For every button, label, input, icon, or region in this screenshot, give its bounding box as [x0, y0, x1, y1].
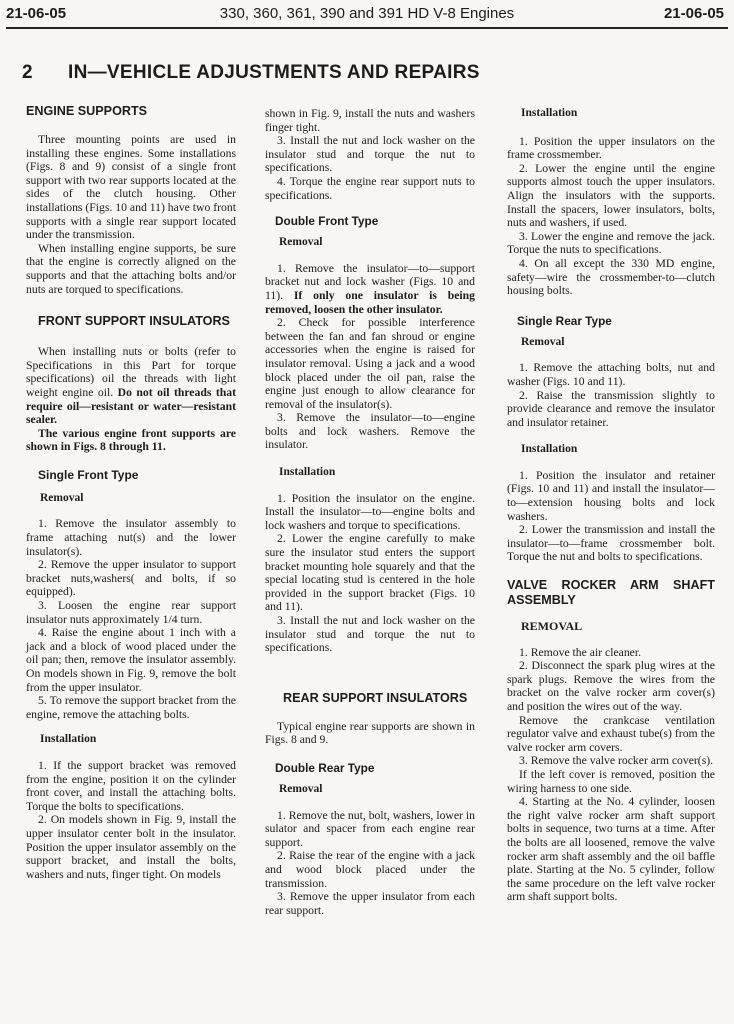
- step: 1. Position the insulator and retainer (Figs. 10 and 11) and install the insulator—to—extension housing bolts and lock washers.: [507, 468, 715, 523]
- heading-single-rear: Single Rear Type: [517, 313, 612, 328]
- column-2: [265, 107, 475, 917]
- page-number-right: 21-06-05: [663, 5, 724, 22]
- step: 1. Remove the insulator assembly to frame attaching nut(s) and the lower insulator(s).: [26, 517, 236, 558]
- heading-front-support: FRONT SUPPORT INSULATORS: [38, 314, 230, 329]
- step: 2. Lower the transmission and install the insulator—to—frame crossmember bolt. Torque the nut and bolts to specifications.: [507, 523, 715, 564]
- page-header: [0, 0, 734, 30]
- step: 3. Loosen the engine rear support insulator nuts approximately 1/4 turn.: [26, 599, 236, 626]
- heading-removal: Removal: [279, 236, 323, 249]
- step: 1. Position the upper insulators on the frame crossmember.: [507, 134, 715, 162]
- step: 2. Lower the engine carefully to make sure the insulator stud enters the support bracket mounting hole squarely and that the special locating stud is centered in the hole provided in the support bracket (Figs. 10 and 11).: [265, 532, 475, 614]
- paragraph: shown in Fig. 9, install the nuts and washers finger tight.: [265, 107, 475, 134]
- heading-removal: Removal: [521, 335, 565, 348]
- paragraph: If the left cover is removed, position the wiring harness to one side.: [507, 767, 715, 795]
- heading-installation: Installation: [40, 733, 97, 746]
- bold-note: The various engine front supports are shown in Figs. 8 through 11.: [26, 426, 236, 454]
- step: 1. If the support bracket was removed from the engine, position it on the cylinder front cover, and install the attaching bolts. Torque the bolts to specifications.: [26, 758, 236, 813]
- step: 3. Lower the engine and remove the jack. Torque the nuts to specifications.: [507, 229, 715, 257]
- heading-double-rear: Double Rear Type: [275, 760, 375, 775]
- step: 1. Remove the air cleaner.: [519, 645, 642, 659]
- step: 1. Remove the attaching bolts, nut and washer (Figs. 10 and 11).: [507, 361, 715, 388]
- step: 2. Raise the transmission slightly to provide clearance and remove the insulator and insulator retainer.: [507, 388, 715, 429]
- column-1: [26, 104, 236, 881]
- heading-double-front: Double Front Type: [275, 214, 379, 229]
- heading-removal-caps: REMOVAL: [521, 619, 583, 634]
- step: 4. Raise the engine about 1 inch with a jack and a block of wood placed under the oil pan; then, remove the insulator assembly. On models shown in Fig. 9, remove the bolt from the upper insulator.: [26, 626, 236, 694]
- heading-removal: Removal: [279, 782, 323, 795]
- step: 2. Raise the rear of the engine with a jack and wood block placed under the transmission.: [265, 849, 475, 890]
- step: 3. Remove the valve rocker arm cover(s).: [519, 754, 714, 768]
- step: 3. Remove the insulator—to—engine bolts and lock washers. Remove the insulator.: [265, 411, 475, 452]
- heading-installation: Installation: [521, 107, 578, 119]
- heading-engine-supports: ENGINE SUPPORTS: [26, 104, 148, 118]
- step: 4. Torque the engine rear support nuts to specifications.: [265, 174, 475, 202]
- step: 5. To remove the support bracket from the engine, remove the attaching bolts.: [26, 694, 236, 721]
- heading-installation: Installation: [521, 443, 578, 456]
- page-number-left: 21-06-05: [6, 5, 67, 22]
- step: 1. Remove the insulator—to—support bracket nut and lock washer (Figs. 10 and 11). If only one insulator is being removed, loosen the other insulator.: [265, 261, 475, 316]
- heading-installation: Installation: [279, 466, 336, 479]
- heading-removal: Removal: [40, 491, 84, 504]
- step: 3. Install the nut and lock washer on the insulator stud and torque the nut to specifications.: [265, 134, 475, 175]
- bold-note: Do not oil threads that require oil—resistant or water—resistant sealer.: [26, 385, 236, 427]
- bold-note: If only one insulator is being removed, loosen the other insulator.: [265, 288, 475, 316]
- paragraph: When installing engine supports, be sure that the engine is correctly aligned on the supports and that the attaching bolts and/or nuts are torqued to specifications.: [26, 241, 236, 296]
- section-number: 2: [22, 62, 33, 83]
- step: 2. On models shown in Fig. 9, install the upper insulator center bolt in the insulator. Position the upper insulator assembly on the support bracket, and install the bolts, washers and nuts, finger tight. On models: [26, 813, 236, 881]
- running-title: 330, 360, 361, 390 and 391 HD V-8 Engines: [219, 5, 515, 22]
- paragraph: Remove the crankcase ventilation regulator valve and exhaust tube(s) from the valve rocker arm covers.: [507, 713, 715, 754]
- paragraph: [26, 427, 236, 454]
- paragraph: When installing nuts or bolts (refer to Specifications in this Part for torque specifications) oil the threads with light weight engine oil. Do not oil threads that require oil—resistant or water—resistant sealer.: [26, 345, 236, 427]
- step: 2. Check for possible interference between the fan and fan shroud or engine accessories when the engine is raised for insulator removal. Using a jack and a wood block placed under the oil pan, raise the engine just enough to allow clearance for removal of the insulator(s).: [265, 316, 475, 411]
- step: 2. Disconnect the spark plug wires at the spark plugs. Remove the wires from the bracket on the valve rocker arm cover(s) and position the wires out of the way.: [507, 659, 715, 713]
- step: 2. Lower the engine until the engine supports almost touch the upper insulators. Align the insulators with the supports. Install the spacers, lower insulators, bolts, nuts and washers, if used.: [507, 161, 715, 230]
- paragraph: Typical engine rear supports are shown in Figs. 8 and 9.: [265, 719, 475, 747]
- heading-rear-support: REAR SUPPORT INSULATORS: [283, 690, 468, 705]
- step: 4. On all except the 330 MD engine, safety—wire the crossmember-to—clutch housing bolts.: [507, 256, 715, 298]
- step: 3. Install the nut and lock washer on the insulator stud and torque the nut to specifications.: [265, 614, 475, 655]
- step: 1. Remove the nut, bolt, washers, lower in sulator and spacer from each engine rear support.: [265, 808, 475, 849]
- step: 4. Starting at the No. 4 cylinder, loosen the right valve rocker arm shaft support bolts in sequence, two turns at a time. After the bolts are all loosened, remove the valve rocker arm shaft assembly and the oil baffle plate. Starting at the No. 5 cylinder, follow the same procedure on the left valve rocker arm shaft support bolts.: [507, 795, 715, 904]
- header-rule: [6, 27, 728, 29]
- column-3: [507, 107, 715, 904]
- paragraph: Three mounting points are used in installing these engines. Some installations (Figs. 8 and 9) consist of a single front support with two rear supports located at the sides of the clutch housing. Other installations (Figs. 10 and 11) have two front supports with a single rear support located under the transmission.: [26, 133, 236, 242]
- step: 3. Remove the upper insulator from each rear support.: [265, 890, 475, 917]
- step: 1. Position the insulator on the engine. Install the insulator—to—engine bolts and lock washers and torque to specifications.: [265, 491, 475, 532]
- section-title: IN—VEHICLE ADJUSTMENTS AND REPAIRS: [68, 62, 480, 83]
- section-heading: [22, 62, 480, 84]
- step: 2. Remove the upper insulator to support bracket nuts,washers( and bolts, if so equipped).: [26, 558, 236, 599]
- heading-valve-rocker: VALVE ROCKER ARM SHAFT ASSEMBLY: [507, 578, 715, 608]
- heading-single-front: Single Front Type: [38, 467, 139, 482]
